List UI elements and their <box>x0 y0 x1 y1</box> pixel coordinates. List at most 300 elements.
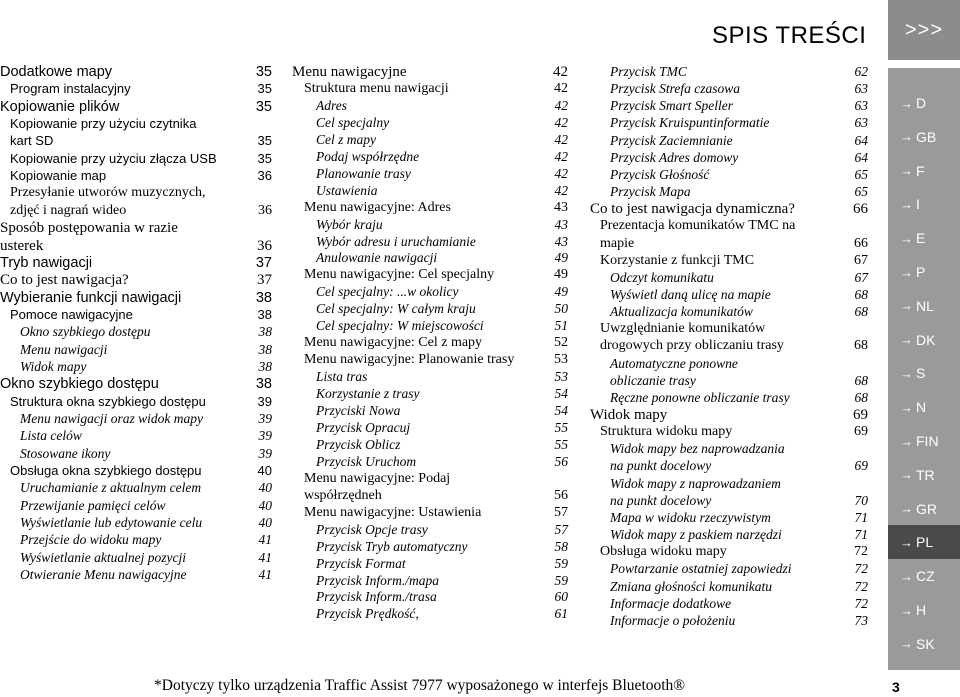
toc-entry[interactable] <box>304 488 568 504</box>
arrow-right-icon: → <box>900 264 913 280</box>
toc-entry-title: Stosowane ikony <box>20 445 111 461</box>
toc-entry-page: 71 <box>854 509 868 525</box>
toc-entry-title: Adres <box>316 97 347 113</box>
toc-entry[interactable] <box>0 290 272 306</box>
toc-entry[interactable] <box>20 342 272 358</box>
toc-entry[interactable] <box>0 64 272 80</box>
toc-entry-title: współrzędneh <box>304 487 382 503</box>
toc-entry[interactable] <box>316 522 568 538</box>
toc-entry[interactable] <box>316 318 568 334</box>
toc-entry-title: Widok mapy z naprowadzaniem <box>610 475 781 491</box>
toc-entry[interactable] <box>610 613 868 629</box>
toc-entry-title: Przycisk Format <box>316 555 406 571</box>
toc-entry[interactable] <box>610 184 868 200</box>
toc-entry[interactable] <box>610 458 868 474</box>
toc-entry-page: 70 <box>854 492 868 508</box>
footnote: *Dotyczy tylko urządzenia Traffic Assist 7977 wyposażonego w interfejs Bluetooth® <box>154 677 686 694</box>
toc-entry[interactable] <box>316 250 568 266</box>
toc-entry[interactable] <box>600 338 868 354</box>
toc-entry[interactable] <box>316 234 568 250</box>
toc-entry-page: 40 <box>258 497 272 513</box>
toc-entry-title: Cel specjalny: ...w okolicy <box>316 284 459 300</box>
toc-entry[interactable] <box>304 81 568 97</box>
toc-entry-title: Informacje o położeniu <box>610 612 736 628</box>
toc-entry-title: Wybieranie funkcji nawigacji <box>0 289 182 306</box>
toc-entry-page: 49 <box>554 267 568 283</box>
language-tab-p[interactable] <box>888 255 960 289</box>
toc-entry-page: 60 <box>554 589 568 605</box>
language-tab-e[interactable] <box>888 221 960 255</box>
language-tab-cz[interactable] <box>888 559 960 593</box>
toc-entry[interactable] <box>600 544 868 560</box>
toc-entry[interactable] <box>610 476 868 492</box>
arrow-right-icon: → <box>900 163 913 179</box>
toc-entry-page: 43 <box>554 199 568 215</box>
toc-entry[interactable] <box>610 98 868 114</box>
toc-entry-title: Przycisk Inform./mapa <box>316 572 439 588</box>
toc-entry[interactable] <box>20 550 272 566</box>
language-label: CZ <box>916 568 935 585</box>
toc-entry-title: Ręczne ponowne obliczanie trasy <box>610 389 790 405</box>
toc-entry-page: 63 <box>854 81 868 97</box>
toc-entry-title: Aktualizacja komunikatów <box>610 304 753 320</box>
toc-entry[interactable] <box>10 394 272 409</box>
toc-entry[interactable] <box>610 270 868 286</box>
toc-entry-title: mapie <box>600 235 635 251</box>
language-label: N <box>916 399 927 416</box>
page-number: 3 <box>892 679 900 695</box>
toc-entry-title: Zmiana głośności komunikatu <box>610 578 772 594</box>
toc-entry[interactable] <box>316 115 568 131</box>
language-tab-n[interactable] <box>888 390 960 424</box>
language-tab-gb[interactable] <box>888 120 960 154</box>
toc-entry-title: Kopiowanie przy użyciu czytnika <box>10 116 197 132</box>
toc-entry-title: Widok mapy <box>590 407 668 423</box>
toc-entry-page: 58 <box>554 538 568 554</box>
toc-entry-title: Wybór adresu i uruchamianie <box>316 233 476 249</box>
language-tab-gr[interactable] <box>888 492 960 526</box>
toc-entry[interactable] <box>610 527 868 543</box>
toc-entry-page: 42 <box>553 64 568 80</box>
toc-entry-page: 52 <box>554 335 568 351</box>
language-tab-sk[interactable] <box>888 627 960 661</box>
toc-entry[interactable] <box>610 493 868 509</box>
toc-entry-title: Wyświetlanie lub edytowanie celu <box>20 515 203 531</box>
toc-entry[interactable] <box>292 64 568 81</box>
language-tab-fin[interactable] <box>888 424 960 458</box>
toc-entry[interactable] <box>316 573 568 589</box>
toc-entry[interactable] <box>0 376 272 392</box>
toc-entry-title: Menu nawigacyjne: Ustawienia <box>304 504 482 520</box>
toc-entry-title: na punkt docelowy <box>610 492 712 508</box>
toc-entry-title: Przycisk Kruispuntinformatie <box>610 115 770 131</box>
toc-entry-page: 39 <box>258 445 272 461</box>
language-tab-s[interactable] <box>888 356 960 390</box>
toc-entry-page: 63 <box>854 115 868 131</box>
toc-entry-title: Anulowanie nawigacji <box>316 250 438 266</box>
toc-entry[interactable] <box>610 150 868 166</box>
toc-entry-title: Widok mapy bez naprowadzania <box>610 441 785 457</box>
toc-entry-title: Lista celów <box>20 428 82 444</box>
toc-entry-title: Co to jest nawigacja dynamiczna? <box>590 201 795 218</box>
arrow-right-icon: → <box>900 332 913 348</box>
toc-entry-title: Przycisk Smart Speller <box>610 98 733 114</box>
toc-entry[interactable] <box>10 203 272 219</box>
toc-entry[interactable] <box>610 596 868 612</box>
arrow-right-icon: → <box>900 230 913 246</box>
toc-entry-page: 42 <box>554 80 568 96</box>
toc-entry-title: Widok mapy <box>20 358 87 374</box>
toc-entry[interactable] <box>316 606 568 622</box>
toc-entry-page: 57 <box>554 521 568 537</box>
toc-entry-title: Przycisk Zaciemnianie <box>610 132 733 148</box>
toc-entry-page: 55 <box>554 419 568 435</box>
toc-entry-page: 72 <box>854 544 868 560</box>
toc-entry[interactable] <box>610 390 868 406</box>
toc-entry-title: Wyświetlanie aktualnej pozycji <box>20 549 186 565</box>
toc-entry-page: 59 <box>554 555 568 571</box>
language-tab-i[interactable] <box>888 187 960 221</box>
toc-entry[interactable] <box>590 407 868 424</box>
toc-entry-title: Przycisk Prędkość, <box>316 606 419 622</box>
toc-entry[interactable] <box>316 403 568 419</box>
toc-entry-title: Przejście do widoku mapy <box>20 532 162 548</box>
language-label: DK <box>916 331 936 348</box>
toc-entry-page: 56 <box>554 453 568 469</box>
toc-entry-page: 40 <box>258 515 272 531</box>
toc-entry-title: Korzystanie z funkcji TMC <box>600 252 755 268</box>
toc-entry-page: 68 <box>854 372 868 388</box>
toc-entry[interactable] <box>0 220 272 237</box>
toc-entry[interactable] <box>0 99 272 115</box>
toc-entry-title: Menu nawigacyjne <box>292 64 407 80</box>
toc-entry[interactable] <box>20 359 272 375</box>
language-tab-f[interactable] <box>888 154 960 188</box>
toc-entry-page: 36 <box>257 168 272 184</box>
toc-entry[interactable] <box>316 437 568 453</box>
toc-entry[interactable] <box>304 200 568 216</box>
toc-entry-title: Ustawienia <box>316 182 378 198</box>
toc-entry-page: 61 <box>554 606 568 622</box>
toc-entry-page: 37 <box>255 254 272 271</box>
toc-entry[interactable] <box>304 352 568 368</box>
toc-entry-title: Menu nawigacyjne: Adres <box>304 199 451 215</box>
toc-entry-page: 72 <box>854 561 868 577</box>
toc-entry[interactable] <box>316 217 568 233</box>
toc-entry[interactable] <box>316 301 568 317</box>
toc-entry-page: 68 <box>854 304 868 320</box>
toc-entry-title: Informacje dodatkowe <box>610 595 732 611</box>
toc-entry-page: 37 <box>257 272 272 289</box>
language-tab-d[interactable] <box>888 86 960 120</box>
toc-entry[interactable] <box>316 454 568 470</box>
toc-entry-page: 65 <box>854 166 868 182</box>
toc-entry[interactable] <box>600 236 868 252</box>
toc-entry[interactable] <box>610 81 868 97</box>
language-tab-tr[interactable] <box>888 458 960 492</box>
language-label: S <box>916 365 926 382</box>
arrow-right-icon: → <box>900 196 913 212</box>
toc-entry[interactable] <box>0 255 272 271</box>
toc-entry[interactable] <box>610 133 868 149</box>
toc-entry[interactable] <box>20 532 272 548</box>
toc-entry-title: Przycisk Oblicz <box>316 436 401 452</box>
toc-entry[interactable] <box>10 463 272 478</box>
toc-entry-title: Struktura okna szybkiego dostępu <box>10 393 206 409</box>
next-page-button[interactable]: >>> <box>888 0 960 60</box>
toc-entry-title: Mapa w widoku rzeczywistym <box>610 509 771 525</box>
toc-entry-title: Przycisk Tryb automatyczny <box>316 538 468 554</box>
toc-entry-title: Co to jest nawigacja? <box>0 272 129 289</box>
toc-entry-title: Planowanie trasy <box>316 165 411 181</box>
toc-entry[interactable] <box>20 324 272 340</box>
toc-entry-page: 64 <box>854 132 868 148</box>
toc-entry[interactable] <box>610 356 868 372</box>
toc-entry-page: 66 <box>854 235 868 251</box>
language-label: NL <box>916 297 934 314</box>
arrow-right-icon: → <box>900 433 913 449</box>
toc-entry-title: Struktura menu nawigacji <box>304 80 449 96</box>
toc-entry-title: Obsługa widoku mapy <box>600 544 727 560</box>
toc-entry-title: Przycisk Opcje trasy <box>316 521 428 537</box>
toc-entry-title: Tryb nawigacji <box>0 254 93 271</box>
arrow-right-icon: → <box>900 95 913 111</box>
toc-entry[interactable] <box>600 253 868 269</box>
toc-entry[interactable] <box>600 321 868 337</box>
toc-entry-title: Program instalacyjny <box>10 81 131 97</box>
toc-entry[interactable] <box>10 116 272 131</box>
toc-entry[interactable] <box>316 183 568 199</box>
toc-entry[interactable] <box>610 167 868 183</box>
toc-entry[interactable] <box>316 132 568 148</box>
toc-entry-title: kart SD <box>10 133 54 149</box>
toc-entry[interactable] <box>316 284 568 300</box>
toc-entry[interactable] <box>10 81 272 96</box>
toc-entry-page: 42 <box>554 182 568 198</box>
toc-entry[interactable] <box>20 428 272 444</box>
toc-entry-page: 35 <box>255 64 272 80</box>
toc-entry-page: 62 <box>854 64 868 79</box>
toc-entry-page: 56 <box>554 487 568 503</box>
toc-entry-title: Okno szybkiego dostępu <box>20 324 151 340</box>
toc-entry-page: 42 <box>554 165 568 181</box>
toc-entry-page: 72 <box>854 578 868 594</box>
toc-entry-page: 38 <box>258 358 272 374</box>
toc-entry-page: 69 <box>853 407 868 423</box>
toc-entry-title: Obsługa okna szybkiego dostępu <box>10 463 202 479</box>
toc-entry[interactable] <box>20 446 272 462</box>
toc-entry-page: 69 <box>854 424 868 440</box>
toc-entry-page: 67 <box>854 269 868 285</box>
toc-entry[interactable] <box>10 133 272 148</box>
toc-entry-title: Odczyt komunikatu <box>610 269 714 285</box>
toc-entry-page: 68 <box>854 389 868 405</box>
toc-entry-title: Przyciski Nowa <box>316 403 401 418</box>
toc-entry-title: Korzystanie z trasy <box>316 386 420 402</box>
language-tab-h[interactable] <box>888 593 960 627</box>
toc-entry-page: 54 <box>554 403 568 418</box>
language-sidebar <box>888 68 960 670</box>
toc-entry[interactable] <box>20 480 272 496</box>
toc-entry[interactable] <box>610 373 868 389</box>
toc-entry-page: 38 <box>255 376 272 393</box>
toc-entry-title: Cel z mapy <box>316 131 376 147</box>
toc-entry[interactable] <box>610 64 868 80</box>
toc-entry-title: Menu nawigacyjne: Cel specjalny <box>304 267 495 283</box>
toc-entry[interactable] <box>304 471 568 487</box>
language-label: PL <box>916 534 934 551</box>
toc-entry-page: 65 <box>854 184 868 200</box>
toc-entry-title: Przycisk Strefa czasowa <box>610 81 740 97</box>
toc-entry[interactable] <box>10 168 272 183</box>
toc-entry-title: Uruchamianie z aktualnym celem <box>20 480 202 496</box>
toc-entry-page: 63 <box>854 98 868 114</box>
toc-entry-page: 39 <box>257 393 272 409</box>
toc-entry[interactable] <box>610 579 868 595</box>
toc-entry-page: 69 <box>854 458 868 474</box>
toc-entry-page: 41 <box>258 567 272 583</box>
toc-entry-page: 54 <box>554 386 568 402</box>
arrow-right-icon: → <box>900 602 913 618</box>
toc-entry-page: 41 <box>258 532 272 548</box>
toc-entry[interactable] <box>316 420 568 436</box>
language-label: P <box>916 264 926 280</box>
language-label: SK <box>916 635 935 652</box>
toc-entry-page: 51 <box>554 318 568 334</box>
toc-entry[interactable] <box>316 98 568 114</box>
toc-entry-title: zdjęć i nagrań wideo <box>10 202 127 218</box>
toc-entry-title: obliczanie trasy <box>610 372 696 388</box>
toc-entry-title: Kopiowanie plików <box>0 98 120 115</box>
toc-entry-page: 35 <box>257 81 272 97</box>
toc-entry-page: 35 <box>255 98 272 115</box>
toc-entry-page: 42 <box>554 114 568 130</box>
toc-entry[interactable] <box>20 498 272 514</box>
arrow-right-icon: → <box>900 365 913 381</box>
language-label: E <box>916 230 926 247</box>
toc-entry[interactable] <box>316 149 568 165</box>
toc-entry[interactable] <box>590 201 868 218</box>
toc-entry[interactable] <box>20 567 272 583</box>
toc-entry-page: 35 <box>257 150 272 166</box>
toc-entry[interactable] <box>304 335 568 351</box>
toc-entry-title: Przycisk Opracuj <box>316 419 411 435</box>
toc-entry-title: drogowych przy obliczaniu trasy <box>600 338 784 354</box>
toc-entry-page: 38 <box>255 289 272 306</box>
toc-entry[interactable] <box>316 166 568 182</box>
toc-entry-title: Podaj współrzędne <box>316 148 420 164</box>
toc-entry[interactable] <box>20 411 272 427</box>
toc-entry-title: Przycisk Inform./trasa <box>316 589 437 605</box>
toc-entry-title: Menu nawigacyjne: Cel z mapy <box>304 335 483 351</box>
toc-entry-title: Uwzględnianie komunikatów <box>600 321 766 337</box>
toc-entry-title: Cel specjalny <box>316 114 390 130</box>
language-label: GR <box>916 500 937 517</box>
toc-entry-page: 36 <box>257 237 272 254</box>
toc-entry-page: 68 <box>854 338 868 354</box>
toc-entry-title: Kopiowanie map <box>10 168 107 184</box>
toc-entry-title: Okno szybkiego dostępu <box>0 376 159 393</box>
toc-entry[interactable] <box>304 505 568 521</box>
arrow-right-icon: → <box>900 399 913 415</box>
toc-entry-title: Widok mapy z paskiem narzędzi <box>610 527 782 543</box>
toc-entry-title: Wyświetl daną ulicę na mapie <box>610 286 771 302</box>
language-tab-dk[interactable] <box>888 323 960 357</box>
toc-entry-page: 39 <box>258 411 272 426</box>
toc-entry-title: Menu nawigacyjne: Podaj <box>304 470 451 486</box>
toc-entry[interactable] <box>0 238 272 255</box>
toc-entry-title: usterek <box>0 237 44 254</box>
toc-entry-title: Przycisk Uruchom <box>316 453 417 469</box>
toc-entry[interactable] <box>316 556 568 572</box>
toc-entry[interactable] <box>304 267 568 283</box>
toc-entry[interactable] <box>10 307 272 322</box>
toc-entry[interactable] <box>20 515 272 531</box>
toc-entry-title: Menu nawigacji <box>20 341 108 357</box>
toc-entry-title: Powtarzanie ostatniej zapowiedzi <box>610 561 792 577</box>
toc-entry[interactable] <box>316 369 568 385</box>
toc-entry-page: 42 <box>554 131 568 147</box>
toc-entry[interactable] <box>0 272 272 289</box>
toc-entry-title: Struktura widoku mapy <box>600 424 733 440</box>
toc-entry[interactable] <box>316 589 568 605</box>
arrow-right-icon: → <box>900 568 913 584</box>
arrow-right-icon: → <box>900 636 913 652</box>
toc-entry-page: 59 <box>554 572 568 588</box>
toc-entry-title: Przycisk TMC <box>610 64 687 79</box>
arrow-right-icon: → <box>900 129 913 145</box>
arrow-right-icon: → <box>900 298 913 314</box>
toc-entry-page: 36 <box>258 202 272 218</box>
toc-entry-page: 73 <box>854 612 868 628</box>
toc-entry[interactable] <box>316 386 568 402</box>
toc-entry[interactable] <box>610 441 868 457</box>
language-tab-nl[interactable] <box>888 289 960 323</box>
toc-entry[interactable] <box>610 510 868 526</box>
toc-entry[interactable] <box>610 115 868 131</box>
toc-entry-page: 66 <box>853 201 868 218</box>
toc-entry-page: 38 <box>258 324 272 340</box>
language-label: I <box>916 196 920 213</box>
toc-entry-title: Automatyczne ponowne <box>610 355 738 371</box>
arrow-right-icon: → <box>900 501 913 517</box>
language-tab-pl[interactable] <box>888 525 960 559</box>
toc-entry[interactable] <box>610 561 868 577</box>
toc-entry-page: 53 <box>554 369 568 385</box>
toc-entry-title: Przycisk Mapa <box>610 184 691 200</box>
toc-entry-title: Przycisk Głośność <box>610 166 710 182</box>
toc-entry[interactable] <box>610 304 868 320</box>
toc-entry[interactable] <box>316 539 568 555</box>
toc-entry[interactable] <box>10 185 272 201</box>
toc-entry[interactable] <box>600 424 868 440</box>
toc-entry-page: 41 <box>258 549 272 565</box>
toc-entry-title: Przewijanie pamięci celów <box>20 497 166 513</box>
toc-entry[interactable] <box>10 151 272 166</box>
toc-entry-page: 64 <box>854 149 868 165</box>
toc-entry[interactable] <box>600 218 868 234</box>
toc-entry-page: 57 <box>554 504 568 520</box>
toc-entry-page: 71 <box>854 527 868 543</box>
toc-entry-page: 53 <box>554 352 568 368</box>
toc-entry-title: Wybór kraju <box>316 216 383 232</box>
toc-entry-page: 49 <box>554 250 568 266</box>
toc-entry-page: 42 <box>554 97 568 113</box>
toc-entry-title: Menu nawigacyjne: Planowanie trasy <box>304 352 515 368</box>
language-label: GB <box>916 128 937 145</box>
toc-entry[interactable] <box>610 287 868 303</box>
toc-entry-title: Prezentacja komunikatów TMC na <box>600 218 796 234</box>
